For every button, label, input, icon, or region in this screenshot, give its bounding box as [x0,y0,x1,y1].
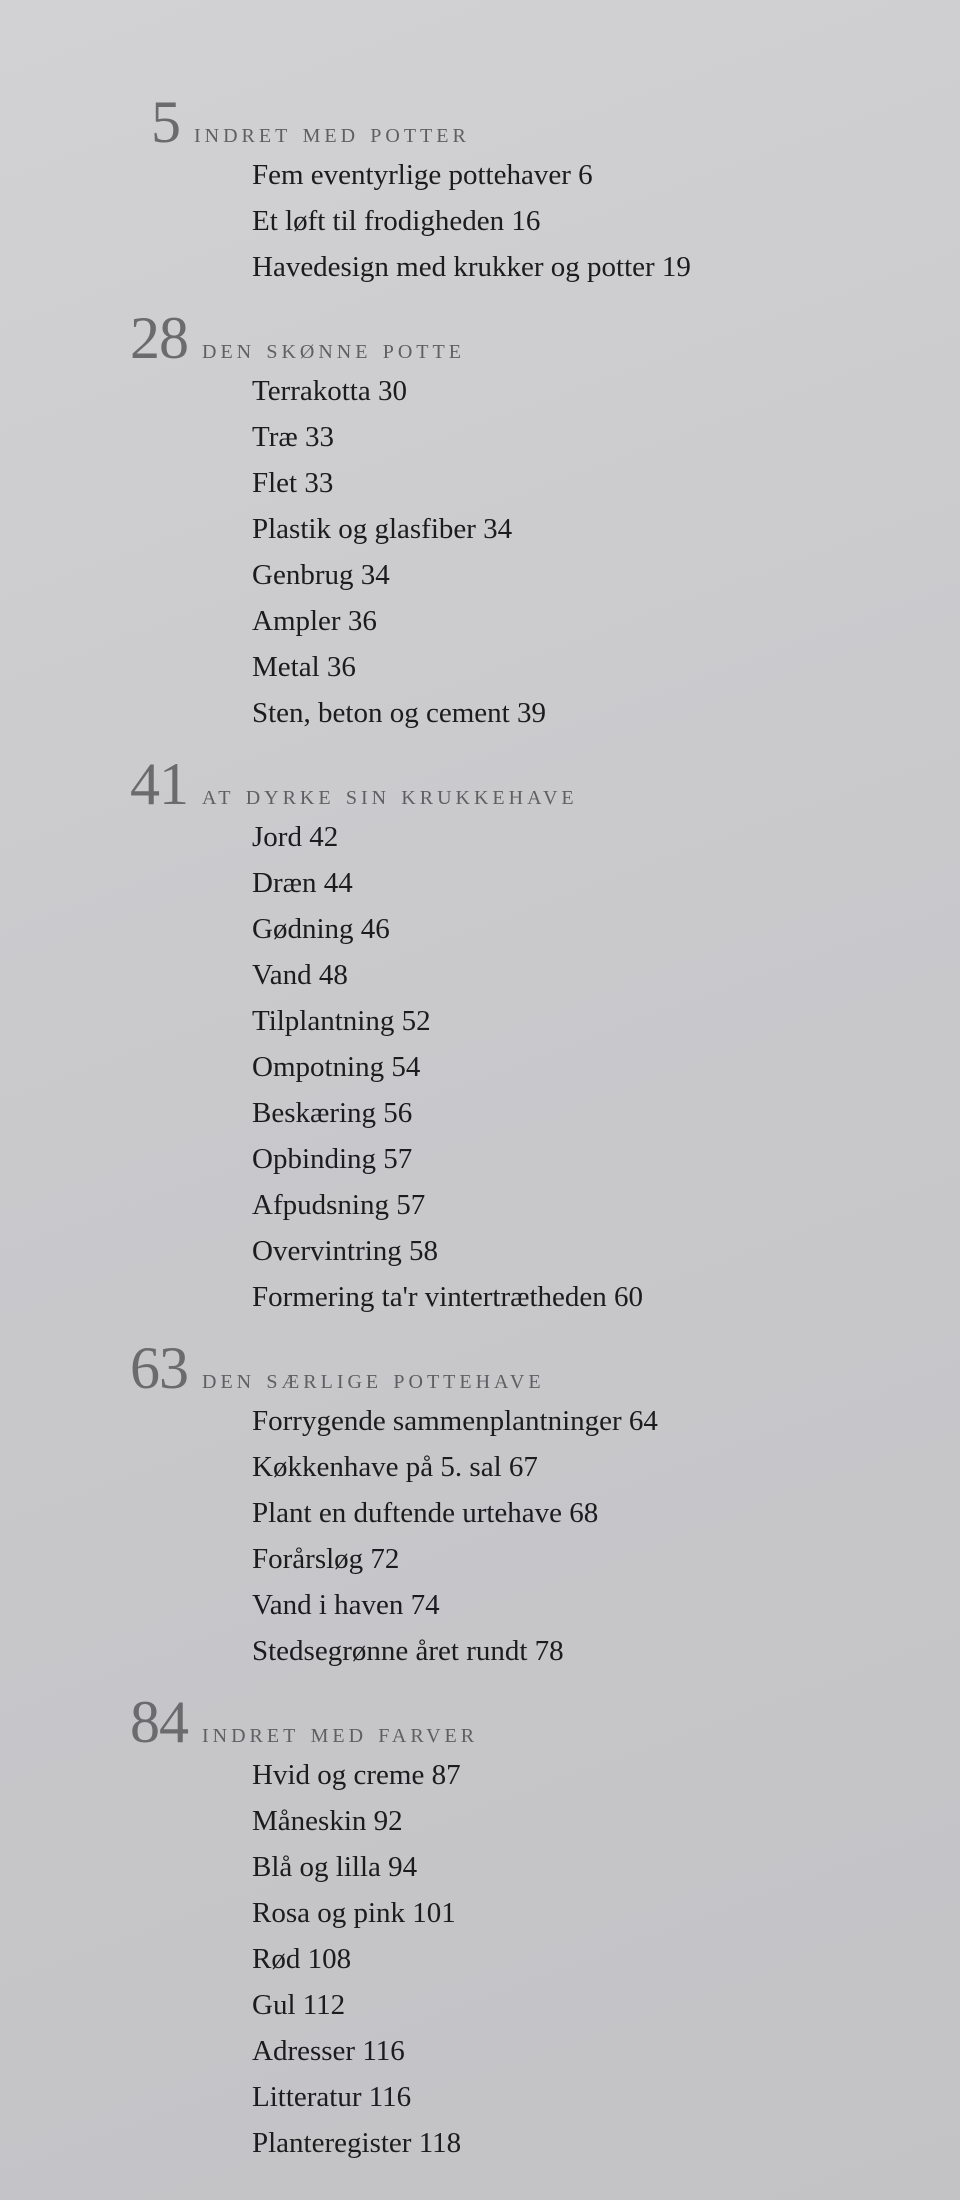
section-title: den skønne potte [202,333,465,365]
toc-entry: Sten, beton og cement 39 [252,697,546,729]
toc-section [130,751,930,1320]
section-page-number: 41 [130,751,188,817]
toc-entry: Ompotning 54 [252,1051,421,1083]
toc-section [130,305,930,736]
toc-entry: Metal 36 [252,651,356,683]
toc-entry: Forårsløg 72 [252,1543,400,1575]
toc-entry: Tilplantning 52 [252,1005,431,1037]
section-page-number: 28 [130,305,188,371]
toc-entry: Køkkenhave på 5. sal 67 [252,1451,538,1483]
toc-entry: Rød 108 [252,1943,352,1975]
entry-list [130,368,930,736]
section-title: indret med potter [194,117,470,149]
section-heading [130,1689,930,1755]
toc-entry: Havedesign med krukker og potter 19 [252,251,691,283]
toc-entry: Flet 33 [252,467,334,499]
section-page-number: 63 [130,1335,188,1401]
section-heading [130,89,930,155]
toc-entry: Gødning 46 [252,913,390,945]
toc-section [130,89,930,290]
toc-entry: Planteregister 118 [252,2127,462,2159]
toc-entry: Fem eventyrlige pottehaver 6 [252,159,593,191]
toc-entry: Afpudsning 57 [252,1189,426,1221]
section-heading [130,305,930,371]
toc-entry: Jord 42 [252,821,339,853]
section-page-number: 84 [130,1689,188,1755]
toc-entry: Ampler 36 [252,605,377,637]
toc-entry: Måneskin 92 [252,1805,403,1837]
toc-entry: Træ 33 [252,421,334,453]
toc-entry: Vand i haven 74 [252,1589,440,1621]
toc-entry: Terrakotta 30 [252,375,407,407]
section-heading [130,1335,930,1401]
toc-entry: Gul 112 [252,1989,346,2021]
toc-entry: Litteratur 116 [252,2081,412,2113]
toc-entry: Plastik og glasfiber 34 [252,513,513,545]
entry-list [130,814,930,1320]
toc-entry: Beskæring 56 [252,1097,413,1129]
section-title: at dyrke sin krukkehave [202,779,578,811]
section-title: indret med farver [202,1717,479,1749]
entry-list [130,152,930,290]
section-heading [130,751,930,817]
toc-entry: Adresser 116 [252,2035,405,2067]
toc-section [130,1689,930,2166]
toc-entry: Rosa og pink 101 [252,1897,456,1929]
toc-entry: Genbrug 34 [252,559,390,591]
section-title: den særlige pottehave [202,1363,545,1395]
toc-entry: Formering ta'r vintertrætheden 60 [252,1281,643,1313]
toc-entry: Vand 48 [252,959,348,991]
toc-entry: Plant en duftende urtehave 68 [252,1497,599,1529]
toc-entry: Overvintring 58 [252,1235,439,1267]
toc-entry: Blå og lilla 94 [252,1851,418,1883]
toc-entry: Opbinding 57 [252,1143,413,1175]
entry-list [130,1752,930,2166]
section-page-number: 5 [151,89,180,155]
toc-entry: Stedsegrønne året rundt 78 [252,1635,564,1667]
toc-entry: Hvid og creme 87 [252,1759,461,1791]
toc-entry: Dræn 44 [252,867,353,899]
toc-entry: Forrygende sammenplantninger 64 [252,1405,658,1437]
table-of-contents [130,89,930,2184]
entry-list [130,1398,930,1674]
toc-entry: Et løft til frodigheden 16 [252,205,541,237]
toc-section [130,1335,930,1674]
